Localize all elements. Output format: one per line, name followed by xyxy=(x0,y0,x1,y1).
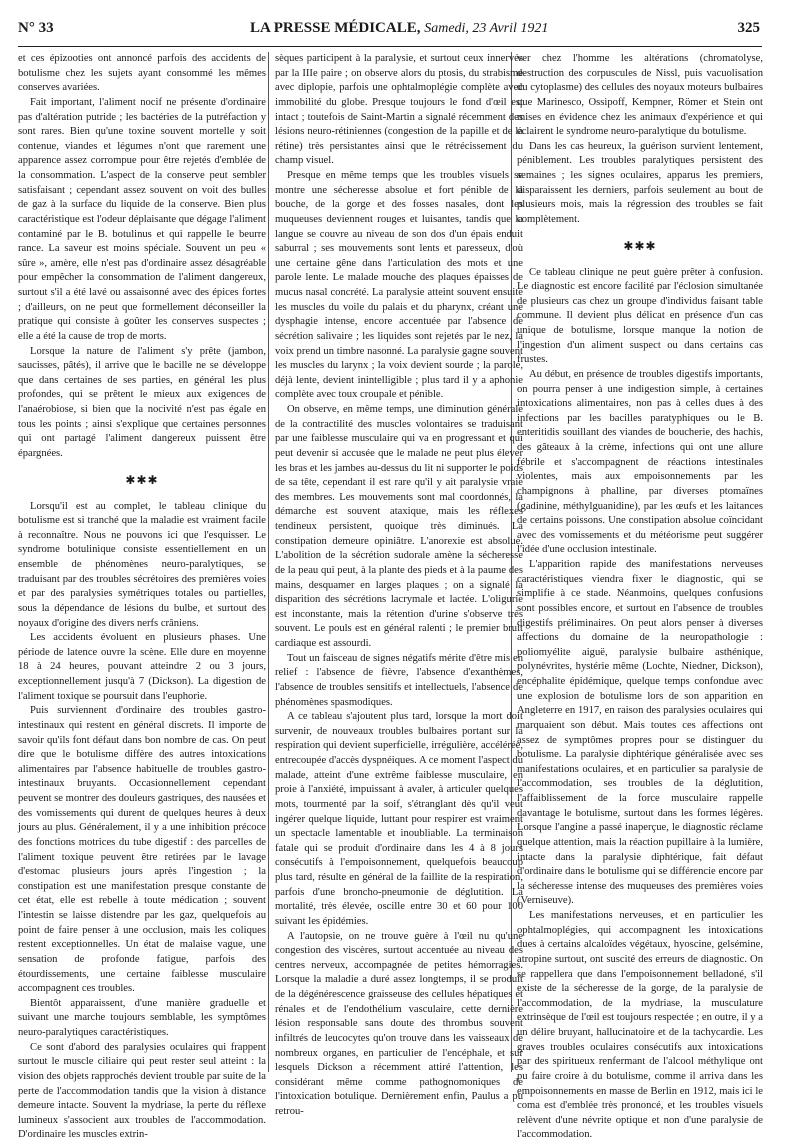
paragraph: Ce sont d'abord des paralysies oculaires qui frappent surtout le muscle ciliaire qui peut rester seul atteint : la vision des objets rapprochés devient trouble par suite de la perte de l'accommodation tandis que la vision à distance demeure intacte. Souvent la mydriase, la perte du réflexe lumineux s'associent aux troubles de l'accommodation. D'ordinaire les muscles extrin- xyxy=(18,1041,267,1141)
paragraph: Dans les cas heureux, la guérison survient lentement, péniblement. Les troubles paralytiques persistent des semaines ; les signes oculaires, apparus les premiers, disparaissent les derniers, parfois seulement au bout de plusieurs mois, mais la régression des troubles se fait complètement. xyxy=(517,140,763,225)
paragraph: Presque en même temps que les troubles visuels se montre une sécheresse absolue et fort pénible de la bouche, de la gorge et des fosses nasales, dont les muqueuses deviennent rouges et luisantes, tandis que la langue se couvre au niveau de son dos d'un épais enduit saburral ; ses mouvements sont lents et paresseux, d'où une certaine gêne dans l'articulation des mots et une parole lente. Le malade mouche des plaques épaisses de mucus nasal concrété. La paralysie atteint souvent ensuite les muscles du voile du palais et du pharynx, créant une dysphagie intense, encore accentuée par l'absence de sécrétion salivaire ; les liquides sont rejetés par le nez, la voix prend un timbre nasonné. La paralysie gagne souvent les muscles du larynx ; la voix devient sourde ; la parole, déjà lente, devient inintelligible ; plus tard il y a aphonie complète avec toux croupale et pénible. xyxy=(275,170,523,401)
paragraph: et ces épizooties ont annoncé parfois des accidents de botulisme chez les sujets ayant consommé les mêmes conserves avariées. xyxy=(18,53,266,94)
paragraph: On observe, en même temps, une diminution générale de la contractilité des muscles volontaires se traduisant par une faiblesse musculaire qui va en progressant et qui peut devenir si accusée que le malade ne peut plus élever les bras et les jambes au-dessus du lit ni supporter le poids de sa tête, cependant il est rare qu'il y ait paralysie vraie des membres. Les mouvements sont mal coordonnés, la démarche est souvent ataxique, mais les réflexes tendineux persistent, quoique très diminués. La constipation demeure opiniâtre. L'anorexie est absolue. L'abolition de la sécrétion sudorale amène la sécheresse de la peau qui peut, à la plante des pieds et à la paume des mains, desquamer en larges plaques ; on a signalé la disparition des sécrétions lacrymale et lactée. L'oligurie est inconstante, mais la rétention d'urine s'observe très souvent. Le pouls est en général ralenti ; le premier bruit cardiaque est assourdi. xyxy=(275,404,523,649)
text-column-2 xyxy=(275,52,523,1117)
paragraph: A ce tableau s'ajoutent plus tard, lorsque la mort doit survenir, de nouveaux troubles bulbaires portant sur la respiration qui devient superficielle, irrégulière, accélérée, entrecoupée d'accès dyspnéiques. A ce moment l'aspect du malade, atteint d'une extrême faiblesse musculaire, en proie à l'anxiété, impuissant à avaler, à articuler quelques mots, tourmenté par la soif, s'étranglant dès qu'il veut ingérer quelque liquide, luttant pour respirer est vraiment un spectacle lamentable et inoubliable. La terminaison fatale qui se produit d'ordinaire dans les 4 à 8 jours consécutifs à l'empoisonnement, quelquefois beaucoup plus tard, résulte en général de la faillite de la respiration, parfois d'une broncho-pneumonie de déglutition. La mortalité, très élevée, oscille entre 30 et 60 pour 100 suivant les épidémies. xyxy=(275,711,523,927)
paragraph: Lorsqu'il est au complet, le tableau clinique du botulisme est si tranché que la maladie est vraiment facile à reconnaître. Nous ne pouvons ici que l'esquisser. Le syndrome botulinique consiste essentiellement en un ensemble de phénomènes neuro-paralytiques, se traduisant par des troubles sécrétoires des premières voies et par des paralysies symétriques totales ou partielles, sous la dépendance de lésions du bulbe, et surtout des noyaux d'origine des divers nerfs crâniens. xyxy=(18,500,266,629)
paragraph: A l'autopsie, on ne trouve guère à l'œil nu qu'une congestion des viscères, surtout accentuée au niveau des centres nerveux, accompagnée de petites hémorragies. Lorsque la maladie a duré assez longtemps, il se produit de la dégénérescence graisseuse des cellules hépatiques et rénales et de l'endothélium vasculaire, cette dernière lésion responsable sans doute des thrombus souvent infiltrés de leucocytes qu'on trouve dans les vaisseaux de nombreux organes, en particulier de l'encéphale, et sur lesquels Dickson a récemment attiré l'attention, les considérant même comme pathognomoniques de l'intoxication botulique. Dernièrement enfin, Paulus a pu retrou- xyxy=(275,930,523,1117)
column-divider xyxy=(268,52,269,1072)
paragraph: Au début, en présence de troubles digestifs importants, on pourra penser à une indigestion simple, à certaines intoxications alimentaires, non pas à celles dues à des infections par les bacilles paratyphiques ou le B. enteritidis souillant des viandes de boucherie, des hachis, des gâteaux à la crème, infections qui ont une allure fébrile et s'accompagnent de réactions intestinales violentes, mais aux empoisonnements par les champignons à phalline, par diverses ptomaïnes (gadinine, méthylguanidine), par les œufs et les laitances de certains poissons. Une constipation absolue coïncidant avec des vomissements et du météorisme peut suggérer l'idée d'une occlusion intestinale. xyxy=(517,368,763,556)
paragraph: Lorsque la nature de l'aliment s'y prête (jambon, saucisses, pâtés), il arrive que le bacille ne se développe que dans certaines de ses parties, en général les plus profondes, qui se prêtent le mieux aux exigences de l'anaérobiose, si bien que la nocivité n'est pas égale en tous les points ; ainsi s'explique que certaines personnes qui ont partagé l'aliment dangereux puissent être épargnées. xyxy=(18,345,266,459)
issue-number: N° 33 xyxy=(18,20,54,36)
paragraph: Puis surviennent d'ordinaire des troubles gastro-intestinaux qui restent en général discrets. Il importe de savoir qu'ils font défaut dans bon nombre de cas. On peut dire que le botulisme diffère des autres intoxications alimentaires par l'absence habituelle de troubles gastro-intestinaux bruyants. Occasionnellement cependant peuvent se montrer des douleurs gastriques, des nausées et des vomissements qui durent de quelques heures à deux jours au plus. Généralement, il y a une inhibition précoce des fonctions motrices du tube digestif : des parcelles de l'aliment toxique peuvent être retirées par le lavage d'estomac plusieurs jours après l'ingestion ; la constipation est une manifestation presque constante de cet état, elle est rebelle à toute médication ; souvent l'intestin se laisse distendre par les gaz, quelquefois au point de faire penser à une occlusion, mais les coliques restent exceptionnelles. Un état de malaise vague, une sensation de profonde fatigue, parfois des étourdissements, une certaine faiblesse musculaire accompagnent ces troubles. xyxy=(18,705,267,995)
paragraph: L'apparition rapide des manifestations nerveuses caractéristiques viendra fixer le diagnostic, qui se simplifie à ce stade. Néanmoins, quelques confusions sont possibles encore, et surtout en l'absence de troubles digestifs préliminaires. On peut alors penser à diverses affections du domaine de la neuropathologie : poliomyélite aiguë, paralysie bulbaire asthénique, polynévrites, hystérie même (Lochte, Niedner, Dickson), encéphalite épidémique, quelque temps confondue avec une explosion de botulisme lors de son apparition en Angleterre en 1917, en raison des paralysies oculaires qui marquaient son début. Mais toutes ces affections ont assez de symptômes propres pour se distinguer du botulisme. La paralysie diphtérique généralisée avec ses manifestations oculaires, et en particulier sa paralysie de l'accommodation, ses troubles de la déglutition, l'affaiblissement de la force musculaire rappelle davantage le botulisme, surtout dans les formes légères. Lorsque l'angine a passé inaperçue, le diagnostic réclame quelque attention, mais la réaction pupillaire à la lumière, intacte dans la paralysie diphtérique, fait défaut d'ordinaire dans le botulisme qui se différencie encore par la sécheresse intense des muqueuses des premières voies (Verniseuve). xyxy=(517,559,763,907)
section-separator: ✱✱✱ xyxy=(125,472,159,487)
paragraph: Tout un faisceau de signes négatifs mérite d'être mis en relief : l'absence de fièvre, l'absence d'exanthèmes, l'absence de troubles sensitifs et intellectuels, l'absence de phénomènes spasmodiques. xyxy=(275,652,523,708)
paragraph: sèques participent à la paralysie, et surtout ceux innervés par la IIIe paire ; on observe alors du ptosis, du strabisme avec diplopie, parfois une ophtalmoplégie complète avec immobilité du globe. Presque toujours le fond d'œil est intact ; toutefois de Saint-Martin a signalé récemment des lésions neuro-rétiniennes (congestion de la papille et de la rétine) très persistantes ainsi que le rétrécissement du champ visuel. xyxy=(275,53,523,167)
running-title xyxy=(250,20,548,37)
section-separator: ✱✱✱ xyxy=(623,238,657,253)
text-column-3 xyxy=(517,52,763,1141)
header-rule xyxy=(18,46,762,47)
issue-date: Samedi, 23 Avril 1921 xyxy=(424,21,549,36)
journal-title: LA PRESSE MÉDICALE, xyxy=(250,20,421,36)
page-number: 325 xyxy=(737,20,760,36)
paragraph: Bientôt apparaissent, d'une manière graduelle et suivant une marche toujours semblable, les symptômes neuro-paralytiques caractéristiques. xyxy=(18,997,266,1038)
paragraph: Ce tableau clinique ne peut guère prêter à confusion. Le diagnostic est encore facilité par l'éclosion simultanée de plusieurs cas chez un groupe d'individus faisant table commune. Il devient plus délicat en présence d'un cas unique de botulisme, lorsque manque la notion de l'ingestion d'un aliment suspect ou dans certains cas frustes. xyxy=(517,266,763,366)
paragraph: Les accidents évoluent en plusieurs phases. Une période de latence ouvre la scène. Elle dure en moyenne 18 à 24 heures, pouvant atteindre 2 ou 3 jours, exceptionnellement jusqu'à 7 (Dickson). La digestion de l'aliment toxique se poursuit dans l'euphorie. xyxy=(18,632,266,702)
paragraph: Les manifestations nerveuses, et en particulier les ophtalmoplégies, qui accompagnent les intoxications dues à certains alcaloïdes végétaux, hyoscine, gelsémine, atropine surtout, ont suscité des erreurs de diagnostic. On se rappellera que dans l'empoisonnement belladoné, s'il existe de la sécheresse de la gorge, de la paralysie de l'accommodation, de la mydriase, la musculature extrinsèque de l'œil est toujours respectée ; en outre, il y a un délire bruyant, hallucinatoire et de la tachycardie. Les graves troubles oculaires consécutifs aux intoxications par des spiritueux renfermant de l'alcool méthylique ont pu faire croire à du botulisme, comme il arriva dans les empoisonnements en masse de Berlin en 1912, mais ici le coma est d'emblée très prononcé, et les troubles visuels relèvent d'une névrite optique et non d'une paralysie de l'accommodation. xyxy=(517,910,763,1141)
page-header xyxy=(0,20,800,42)
paragraph: Fait important, l'aliment nocif ne présente d'ordinaire pas d'altération putride ; les bactéries de la putréfaction y sont rares. Bien qu'une toxine souvent mortelle y soit contenue, viandes et légumes n'ont que rarement une apparence assez corrompue pour être rejetés d'emblée de la consommation. L'aspect de la conserve peut sembler satisfaisant ; cependant assez souvent on voit des bulles de gaz à la surface du liquide de la conserve. Bien plus caractéristique est l'odeur déplaisante que dégage l'aliment contaminé par le B. botulinus et qui rappelle le beurre rance. La saveur est moins spéciale. Souvent un peu « sûre », amère, elle n'est pas d'ordinaire assez désagréable pour empêcher la consommation de l'aliment dangereux, surtout s'il a été lavé ou assaisonné avec des épices fortes ; d'ailleurs, on ne peut que formellement déconseiller la pratique qui consiste à goûter les conserves suspectes ; elle a été la cause de trop de morts. xyxy=(18,96,266,342)
text-column-1 xyxy=(18,52,267,1141)
paragraph: ver chez l'homme les altérations (chromatolyse, destruction des corpuscules de Nissl, puis vacuolisation du cytoplasme) des cellules des noyaux moteurs bulbaires que Marinesco, Ossipoff, Kempner, Römer et Stein ont mises en évidence chez les animaux d'expérience et qui éclairent le syndrome neuro-paralytique du botulisme. xyxy=(517,53,763,138)
